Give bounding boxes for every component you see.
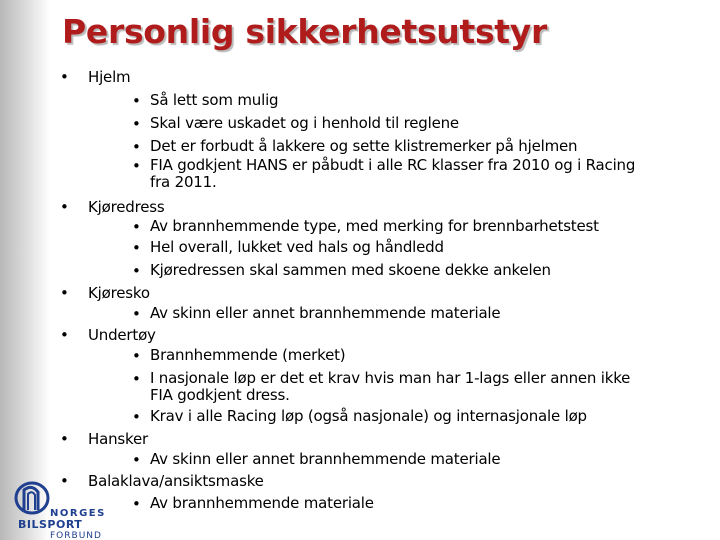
sub-item: I nasjonale løp er det et krav hvis man har 1-lags eller annen ikke FIA godkjent dress. bbox=[150, 369, 631, 404]
logo-text-norges: NORGES bbox=[50, 508, 106, 519]
bullet-icon: • bbox=[132, 347, 141, 365]
bullet-icon: • bbox=[132, 262, 141, 280]
list-item-kjoredress: Kjøredress bbox=[88, 198, 165, 216]
sub-item: Hel overall, lukket ved hals og håndledd bbox=[150, 238, 444, 256]
list-item-kjoresko: Kjøresko bbox=[88, 284, 150, 302]
list-item-hjelm: Hjelm bbox=[88, 68, 131, 86]
bullet-icon: • bbox=[132, 370, 141, 388]
bullet-icon: • bbox=[132, 115, 141, 133]
bullet-icon: • bbox=[132, 451, 141, 469]
left-gradient-stripe bbox=[0, 0, 50, 540]
bullet-icon: • bbox=[60, 326, 69, 344]
sub-item: Skal være uskadet og i henhold til reglene bbox=[150, 114, 459, 132]
nbf-emblem-icon bbox=[16, 483, 48, 513]
bullet-icon: • bbox=[60, 198, 69, 216]
sub-item: Brannhemmende (merket) bbox=[150, 346, 346, 364]
page-title: Personlig sikkerhetsutstyr bbox=[62, 12, 547, 51]
sub-item: Kjøredressen skal sammen med skoene dekke ankelen bbox=[150, 261, 551, 279]
bullet-icon: • bbox=[132, 92, 141, 110]
bullet-icon: • bbox=[132, 408, 141, 426]
bullet-icon: • bbox=[132, 305, 141, 323]
bullet-icon: • bbox=[60, 284, 69, 302]
nbf-logo bbox=[4, 480, 116, 538]
bullet-icon: • bbox=[132, 157, 141, 175]
logo-text-bilsport: BILSPORT bbox=[18, 518, 83, 531]
bullet-icon: • bbox=[60, 430, 69, 448]
sub-item: FIA godkjent HANS er påbudt i alle RC klasser fra 2010 og i Racing fra 2011. bbox=[150, 156, 636, 191]
list-item-balaklava: Balaklava/ansiktsmaske bbox=[88, 472, 264, 490]
bullet-icon: • bbox=[132, 218, 141, 236]
logo-text-forbund: FORBUND bbox=[50, 531, 102, 538]
sub-item: Av skinn eller annet brannhemmende materiale bbox=[150, 304, 501, 322]
sub-item: Krav i alle Racing løp (også nasjonale) og internasjonale løp bbox=[150, 407, 587, 425]
sub-item: Av skinn eller annet brannhemmende materiale bbox=[150, 450, 501, 468]
sub-item: Det er forbudt å lakkere og sette klistremerker på hjelmen bbox=[150, 137, 578, 155]
list-item-hansker: Hansker bbox=[88, 430, 148, 448]
bullet-icon: • bbox=[132, 138, 141, 156]
bullet-icon: • bbox=[60, 472, 69, 490]
sub-item: Så lett som mulig bbox=[150, 91, 279, 109]
sub-item: Av brannhemmende type, med merking for brennbarhetstest bbox=[150, 217, 599, 235]
bullet-icon: • bbox=[132, 495, 141, 513]
sub-item: Av brannhemmende materiale bbox=[150, 494, 374, 512]
bullet-icon: • bbox=[60, 68, 69, 86]
list-item-undertoy: Undertøy bbox=[88, 326, 156, 344]
bullet-icon: • bbox=[132, 239, 141, 257]
